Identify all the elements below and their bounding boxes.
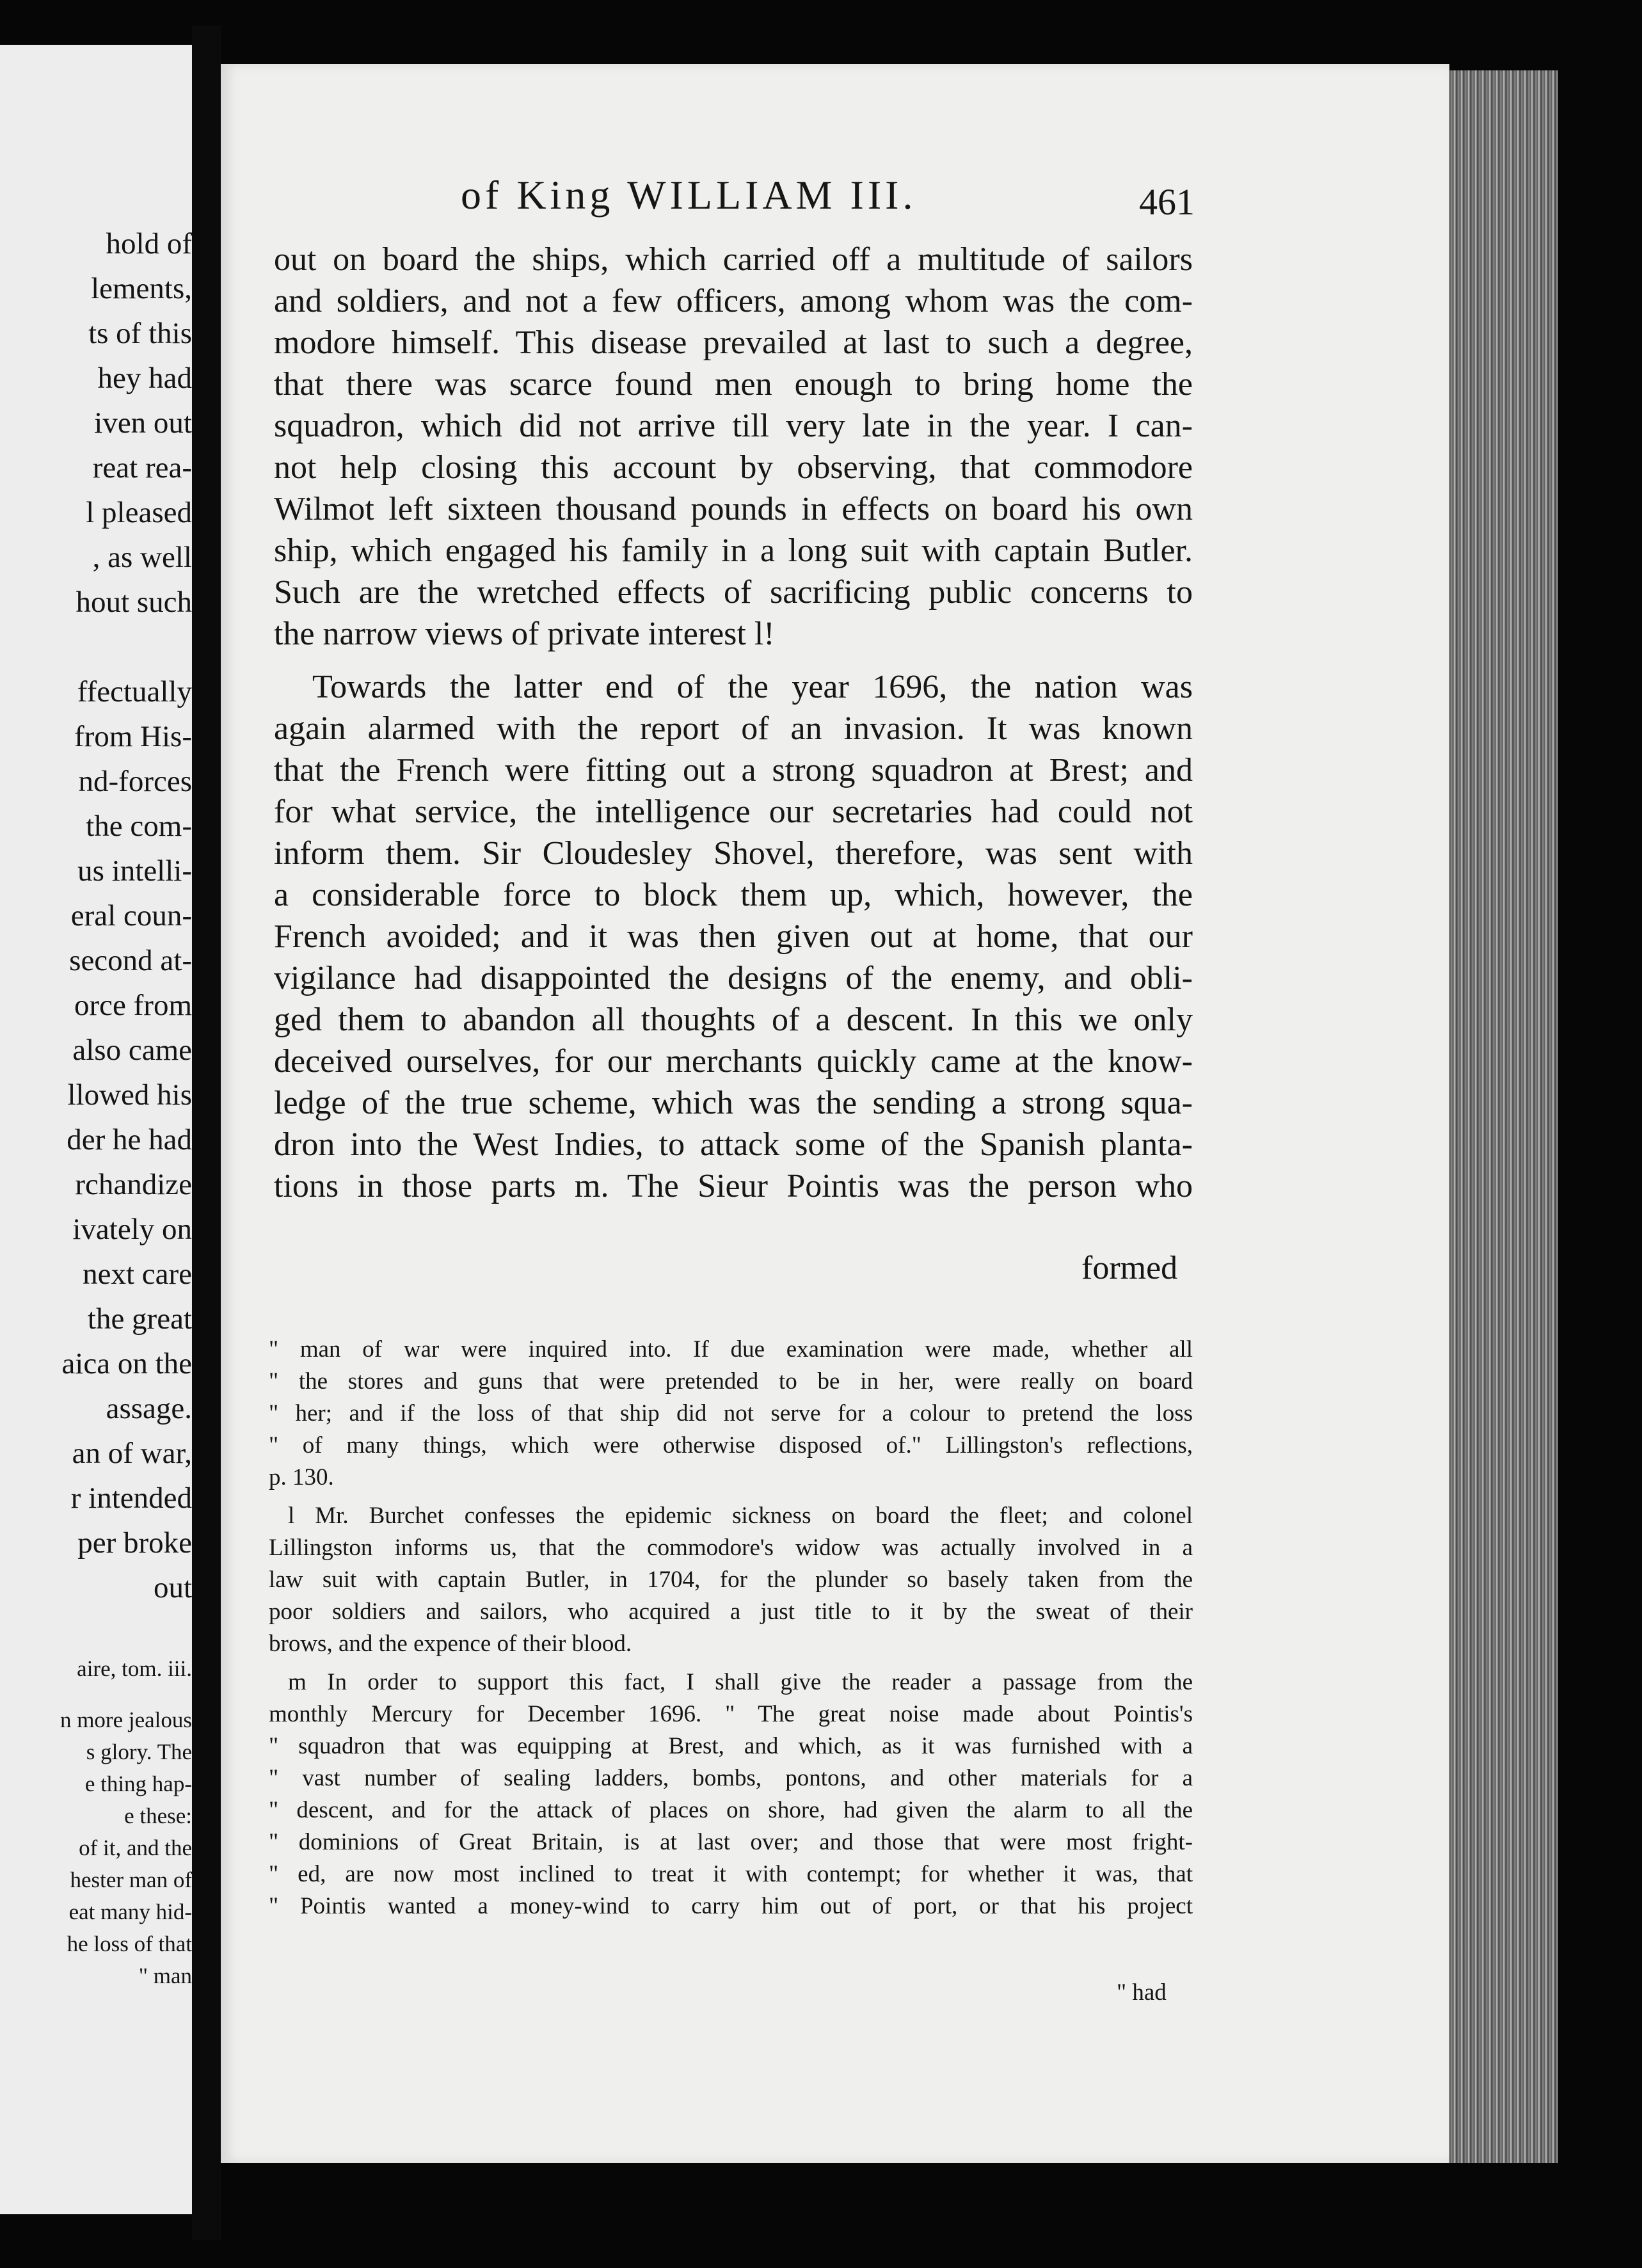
body-line: out on board the ships, which carried off a multitude of sailors <box>274 241 1193 278</box>
left-body-line: eral coun- <box>70 899 192 932</box>
body-line: squadron, which did not arrive till very late in the year. I can- <box>274 408 1193 444</box>
footnote-line: " Pointis wanted a money-wind to carry him out of port, or that his project <box>269 1893 1193 1919</box>
left-body-line: the com- <box>86 810 192 843</box>
left-body-line: iven out <box>94 406 192 440</box>
left-body-line: r intended <box>70 1481 192 1515</box>
left-note-line: eat many hid- <box>68 1899 192 1924</box>
left-note-line: he loss of that <box>67 1931 192 1956</box>
left-body-line: rchandize <box>75 1168 192 1201</box>
left-body-line: out <box>153 1571 192 1604</box>
body-line: Towards the latter end of the year 1696, the nation was <box>312 669 1193 705</box>
left-note-line: " man <box>138 1963 192 1988</box>
body-line: ship, which engaged his family in a long suit with captain Butler. <box>274 532 1193 569</box>
footnote-line: Lillingston informs us, that the commodore's widow was actually involved in a <box>269 1535 1193 1561</box>
left-body-line: from His- <box>74 720 192 753</box>
page-edges <box>1449 70 1558 2163</box>
body-line: ged them to abandon all thoughts of a descent. In this we only <box>274 1002 1193 1038</box>
left-note-line: n more jealous <box>60 1707 192 1732</box>
left-body-line: orce from <box>74 989 192 1022</box>
body-line: French avoided; and it was then given out at home, that our <box>274 918 1193 955</box>
left-body-line: ffectually <box>77 675 192 708</box>
body-line: for what service, the intelligence our secretaries had could not <box>274 794 1193 830</box>
footnote-catchword: " had <box>1117 1979 1167 2006</box>
left-note-line: of it, and the <box>79 1835 192 1860</box>
footnote-line: monthly Mercury for December 1696. " The great noise made about Pointis's <box>269 1701 1193 1727</box>
left-body-line: ivately on <box>72 1213 192 1246</box>
left-body-line: ts of this <box>88 317 192 350</box>
body-line: inform them. Sir Cloudesley Shovel, therefore, was sent with <box>274 835 1193 872</box>
body-line: modore himself. This disease prevailed at last to such a degree, <box>274 324 1193 361</box>
left-note-line: aire, tom. iii. <box>77 1656 192 1681</box>
body-line: vigilance had disappointed the designs of the enemy, and obli- <box>274 960 1193 996</box>
body-line: ledge of the true scheme, which was the sending a strong squa- <box>274 1085 1193 1121</box>
body-line: again alarmed with the report of an invasion. It was known <box>274 710 1193 747</box>
left-page <box>0 45 196 2214</box>
footnote-line: " the stores and guns that were pretended to be in her, were really on board <box>269 1368 1193 1394</box>
left-body-line: hold of <box>106 227 192 260</box>
left-note-line: e these: <box>124 1803 192 1828</box>
left-body-line: reat rea- <box>92 451 192 484</box>
left-body-line: also came <box>72 1034 192 1067</box>
left-body-line: second at- <box>69 944 192 977</box>
body-line: deceived ourselves, for our merchants quickly came at the know- <box>274 1043 1193 1080</box>
left-body-line: assage. <box>106 1392 192 1425</box>
footnote-line: m In order to support this fact, I shall give the reader a passage from the <box>288 1669 1193 1695</box>
body-line: not help closing this account by observing, that commodore <box>274 449 1193 486</box>
left-body-line: hout such <box>76 586 192 619</box>
body-line: the narrow views of private interest l! <box>274 616 775 652</box>
footnote-line: " ed, are now most inclined to treat it with contempt; for whether it was, that <box>269 1861 1193 1887</box>
running-title: of King WILLIAM III. <box>461 172 917 218</box>
left-body-line: the great <box>87 1302 192 1336</box>
left-body-line: nd-forces <box>78 765 192 798</box>
left-body-line: llowed his <box>67 1078 192 1112</box>
page-number: 461 <box>1139 181 1195 223</box>
body-line: dron into the West Indies, to attack some of the Spanish planta- <box>274 1126 1193 1163</box>
footnote-line: " man of war were inquired into. If due examination were made, whether all <box>269 1336 1193 1362</box>
body-line: tions in those parts m. The Sieur Pointis was the person who <box>274 1168 1193 1204</box>
left-body-line: l pleased <box>86 496 192 529</box>
body-line: that the French were fitting out a strong squadron at Brest; and <box>274 752 1193 788</box>
footnote-line: l Mr. Burchet confesses the epidemic sickness on board the fleet; and colonel <box>288 1503 1193 1529</box>
body-line: Such are the wretched effects of sacrificing public concerns to <box>274 574 1193 611</box>
left-body-line: lements, <box>91 272 192 305</box>
catchword: formed <box>1081 1250 1178 1286</box>
left-body-line: hey had <box>97 362 192 395</box>
left-note-line: hester man of <box>70 1867 192 1892</box>
footnote-line: " squadron that was equipping at Brest, and which, as it was furnished with a <box>269 1733 1193 1759</box>
left-note-line: e thing hap- <box>84 1771 192 1796</box>
left-body-line: , as well <box>92 541 192 574</box>
left-body-line: us intelli- <box>77 854 192 888</box>
footnote-line: " dominions of Great Britain, is at last over; and those that were most fright- <box>269 1829 1193 1855</box>
body-line: a considerable force to block them up, which, however, the <box>274 877 1193 913</box>
footnote-line: " her; and if the loss of that ship did not serve for a colour to pretend the loss <box>269 1400 1193 1426</box>
left-body-line: aica on the <box>61 1347 192 1380</box>
left-body-line: an of war, <box>72 1437 192 1470</box>
body-line: that there was scarce found men enough to bring home the <box>274 366 1193 403</box>
footnote-line: " descent, and for the attack of places on shore, had given the alarm to all the <box>269 1797 1193 1823</box>
left-note-line: s glory. The <box>86 1739 192 1764</box>
left-body-line: next care <box>83 1258 192 1291</box>
body-line: and soldiers, and not a few officers, among whom was the com- <box>274 283 1193 319</box>
footnote-line: poor soldiers and sailors, who acquired a just title to it by the sweat of their <box>269 1599 1193 1625</box>
footnote-line: p. 130. <box>269 1464 334 1490</box>
footnote-line: brows, and the expence of their blood. <box>269 1631 632 1657</box>
footnote-line: " vast number of sealing ladders, bombs, pontons, and other materials for a <box>269 1765 1193 1791</box>
footnote-line: " of many things, which were otherwise disposed of." Lillingston's reflections, <box>269 1432 1193 1458</box>
body-line: Wilmot left sixteen thousand pounds in effects on board his own <box>274 491 1193 527</box>
left-body-line: der he had <box>67 1123 192 1156</box>
book-gutter <box>192 26 221 2240</box>
left-body-line: per broke <box>77 1526 192 1560</box>
footnote-line: law suit with captain Butler, in 1704, for the plunder so basely taken from the <box>269 1567 1193 1593</box>
